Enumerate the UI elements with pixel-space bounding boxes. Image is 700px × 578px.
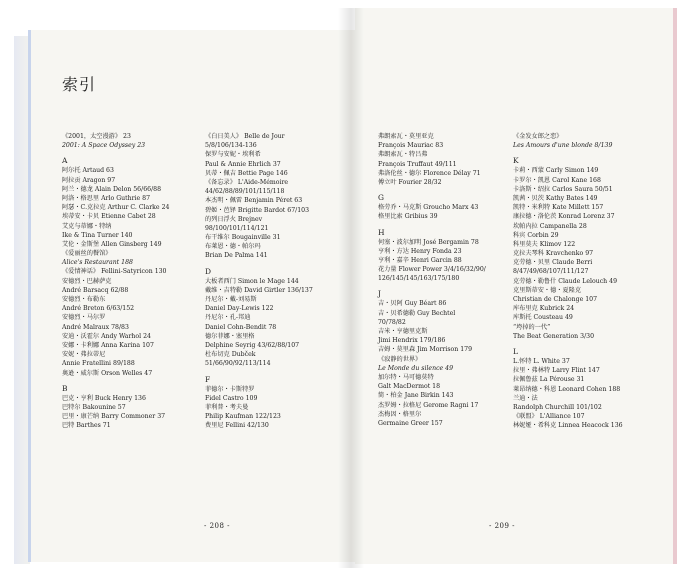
index-entry: 巴特 Barthes 71 [62, 422, 111, 430]
index-entry: 的列日浮火 Brejnev [205, 215, 263, 223]
index-entry: 《爱丽丝的餐馆》 [62, 250, 112, 258]
index-entry: 弗朗索瓦・莫里亚克 [378, 133, 434, 140]
index-entry: 吉・贝阿 Guy Béart 86 [378, 300, 447, 308]
index-entry: 《2001，太空漫游》 23 [62, 133, 131, 140]
index-entry: 卡罗尔・凯恩 Carol Kane 168 [513, 176, 601, 184]
index-entry: 2001: A Space Odyssey 23 [62, 142, 146, 150]
index-entry: 克劳德・勒鲁什 Claude Lelouch 49 [513, 277, 618, 285]
index-entry: 126/145/145/163/175/180 [378, 275, 460, 283]
index-entry: 51/66/90/92/113/114 [205, 360, 271, 368]
index-entry: 林妮娅・希科克 Linnea Heacock 136 [513, 422, 623, 430]
index-entry: 加尔特・马可德莫特 [378, 373, 434, 381]
index-entry: 菲利普・考夫曼 [205, 403, 249, 411]
index-entry: 卡洛斯・绍拉 Carlos Saura 50/51 [513, 185, 613, 193]
index-entry: Brian De Palma 141 [205, 252, 268, 260]
index-entry: Randolph Churchill 101/102 [513, 403, 602, 411]
index-entry: 何塞・波尔加明 José Bergamin 78 [378, 238, 479, 246]
index-entry: Delphine Seyrig 43/62/88/107 [205, 341, 300, 349]
index-column-2 [205, 132, 313, 430]
index-heading: 索引 [62, 75, 97, 94]
index-entry: 本杰明・佩雷 Benjamin Péret 63 [205, 197, 303, 205]
index-entry: 拉里・弗林特 Larry Flint 147 [513, 367, 600, 375]
index-entry: 《寂静的世界》 [378, 355, 422, 363]
index-entry: Annie Fratellini 89/188 [62, 360, 135, 368]
index-entry: Philip Kaufman 122/123 [205, 413, 281, 421]
index-entry: 菲德尔・卡斯特罗 [205, 385, 255, 393]
index-entry: Paul & Annie Ehrlich 37 [205, 160, 281, 168]
index-entry: 拉佩鲁兹 La Pérouse 31 [513, 376, 585, 384]
index-entry: 库斯托 Cousteau 49 [513, 314, 573, 322]
index-entry: 亨利・嘉辛 Henri Garcin 88 [378, 256, 462, 264]
index-entry: 兰迪・法 [513, 394, 538, 402]
index-entry: 坎帕内拉 Campanella 28 [513, 222, 587, 230]
page-number-right: - 209 - [489, 522, 516, 530]
index-entry: 杰罗姆・拉格尼 Gerome Ragni 17 [378, 401, 479, 409]
index-entry: 莱昂纳德・科恩 Leonard Cohen 188 [513, 385, 621, 393]
index-entry: 克拉夫琴科 Kravchenko 97 [513, 250, 594, 258]
index-entry: 亨利・方达 Henry Fonda 23 [378, 247, 462, 255]
index-entry: 埃蒂安・卡贝 Etienne Cabet 28 [62, 213, 156, 221]
index-section-letter: A [62, 156, 68, 166]
index-entry: 安德烈・马尔罗 [62, 314, 106, 322]
index-entry: André Malraux 78/83 [62, 323, 129, 331]
index-column-4 [513, 132, 623, 430]
index-entry: 98/100/101/114/121 [205, 224, 269, 232]
index-section-letter: H [378, 227, 385, 237]
index-entry: 阿洛・格思里 Arlo Guthrie 87 [62, 194, 151, 202]
index-entry: Fidel Castro 109 [205, 394, 258, 402]
index-entry: 杜布切克 Dubček [205, 351, 256, 359]
index-entry: 安德烈・布勒东 [62, 296, 106, 303]
index-entry: 德尔菲娜・塞里格 [205, 332, 255, 340]
index-entry: 克劳德・贝里 Claude Berri [513, 259, 593, 267]
index-entry: 丹尼尔・戴-刘易斯 [205, 296, 257, 303]
index-entry: 安德烈・巴赫萨克 [62, 277, 112, 285]
index-entry: Jimi Hendrix 179/186 [378, 337, 446, 345]
index-entry: 科宾 Corbin 29 [513, 231, 559, 239]
index-entry: L.怀特 L. White 37 [513, 357, 570, 365]
index-entry: 大板者西门 Simon le Mage 144 [205, 277, 299, 285]
index-entry: Ike & Tina Turner 140 [62, 231, 133, 239]
page-number-left: - 208 - [204, 522, 231, 530]
index-entry: 弗洛伦丝・德尔 Florence Délay 71 [378, 169, 481, 177]
index-entry: 安迪・沃霍尔 Andy Warhol 24 [62, 332, 151, 340]
book-spine [338, 8, 364, 568]
index-entry: 《爱情神话》 Fellini-Satyricon 130 [62, 268, 167, 276]
index-entry: 傅立叶 Fourier 28/32 [378, 178, 442, 186]
index-entry: 巴克・亨利 Buck Henry 136 [62, 394, 146, 402]
index-section-letter: J [378, 289, 382, 299]
index-section-letter: K [513, 156, 519, 166]
index-entry: Germaine Greer 157 [378, 419, 443, 427]
index-entry: François Mauriac 83 [378, 142, 444, 150]
index-column-1 [62, 132, 169, 430]
index-entry: 巴特尔 Bakounine 57 [62, 403, 126, 411]
index-entry: 44/62/88/89/101/115/118 [205, 188, 285, 196]
index-entry: 碧姬・芭铎 Brigitte Bardot 67/103 [205, 206, 310, 214]
index-section-letter: F [205, 374, 211, 384]
index-entry: 花力量 Flower Power 3/4/16/32/90/ [378, 266, 486, 274]
index-entry: 阿拉贡 Aragon 97 [62, 176, 116, 184]
index-entry: Les Amours d'une blonde 8/139 [513, 142, 613, 150]
index-entry: 戴维・吉特勒 David Girtler 136/137 [205, 286, 313, 294]
index-entry: 安妮・弗拉蒂尼 [62, 351, 106, 359]
index-entry: 丹尼尔・孔-邦迪 [205, 314, 251, 322]
index-entry: 艾克与蒂娜・特纳 [62, 222, 112, 230]
index-entry: 阿兰・德龙 Alain Delon 56/66/88 [62, 185, 162, 193]
index-entry: Alice's Restaurant 188 [62, 259, 133, 267]
index-entry: 吉姆・莫里森 Jim Morrison 179 [378, 346, 473, 354]
index-entry: 简・柏金 Jane Birkin 143 [378, 392, 454, 400]
index-entry: 弗朗索瓦・特吕弗 [378, 151, 428, 159]
index-entry: 克里斯蒂安・德・夏隆克 [513, 286, 582, 294]
index-entry: 阿尔托 Artaud 63 [62, 167, 114, 175]
index-section-letter: D [205, 266, 212, 276]
index-entry: 格里比索 Gribius 39 [378, 213, 438, 221]
index-entry: 吉米・亨德里克斯 [378, 328, 428, 335]
index-entry: 艾伦・金斯堡 Allen Ginsberg 149 [62, 240, 162, 248]
index-entry: 《白日美人》 Belle de Jour [205, 133, 285, 140]
index-entry: 凯茜・贝茨 Kathy Bates 149 [513, 194, 598, 202]
index-entry: 康拉德・洛伦茨 Konrad Lorenz 37 [513, 213, 615, 221]
index-section-letter: B [62, 383, 68, 393]
index-entry: 阿瑟・C.克拉克 Arthur C. Clarke 24 [62, 204, 170, 212]
index-entry: “垮掉的一代” [513, 323, 551, 331]
index-section-letter: G [378, 193, 384, 203]
index-entry: 保罗与安妮・埃利希 [205, 151, 261, 159]
index-entry: Le Monde du silence 49 [378, 364, 454, 372]
index-entry: André Barsacq 62/88 [62, 286, 129, 294]
index-entry: 8/47/49/68/107/111/127 [513, 268, 589, 276]
index-entry: 《备忘录》 L'Aide-Mémoire [205, 178, 289, 186]
index-column-3 [378, 132, 486, 428]
index-entry: 《金发女郎之恋》 [513, 133, 563, 140]
index-entry: 科里莫夫 Klimov 122 [513, 240, 576, 248]
index-entry: 巴里・康芒纳 Barry Commoner 37 [62, 413, 166, 421]
index-entry: André Breton 6/63/152 [62, 305, 135, 313]
index-entry: 吉・贝希德勒 Guy Bechtel [378, 309, 456, 317]
index-entry: 安娜・卡利娜 Anna Karina 107 [62, 341, 154, 349]
index-entry: 《联盟》 L'Alliance 107 [513, 413, 585, 421]
index-entry: Daniel Day-Lewis 122 [205, 305, 274, 313]
index-entry: Galt MacDermot 18 [378, 383, 441, 391]
index-entry: 杰梅因・格里尔 [378, 410, 422, 418]
index-entry: Christian de Chalonge 107 [513, 296, 598, 303]
index-entry: 费里尼 Fellini 42/130 [205, 422, 269, 430]
index-entry: 卡莉・西蒙 Carly Simon 149 [513, 167, 599, 175]
index-entry: 布莱恩・德・帕尔玛 [205, 243, 261, 251]
index-entry: 库布里克 Kubrick 24 [513, 305, 575, 313]
index-entry: 5/8/106/134-136 [205, 142, 257, 150]
index-section-letter: L [513, 346, 518, 356]
index-entry: 奥逊・威尔斯 Orson Welles 47 [62, 369, 153, 377]
index-entry: 布干维尔 Bougainville 31 [205, 234, 281, 242]
index-entry: Daniel Cohn-Bendit 78 [205, 323, 277, 331]
index-entry: 格劳乔・马克斯 Groucho Marx 43 [378, 204, 479, 212]
index-entry: 凯特・米利特 Kate Millett 157 [513, 204, 604, 212]
index-entry: The Beat Generation 3/30 [513, 332, 595, 340]
index-entry: 贝蒂・佩吉 Bettie Page 146 [205, 169, 288, 177]
index-entry: François Truffaut 49/111 [378, 160, 457, 168]
index-entry: 70/78/82 [378, 318, 406, 326]
